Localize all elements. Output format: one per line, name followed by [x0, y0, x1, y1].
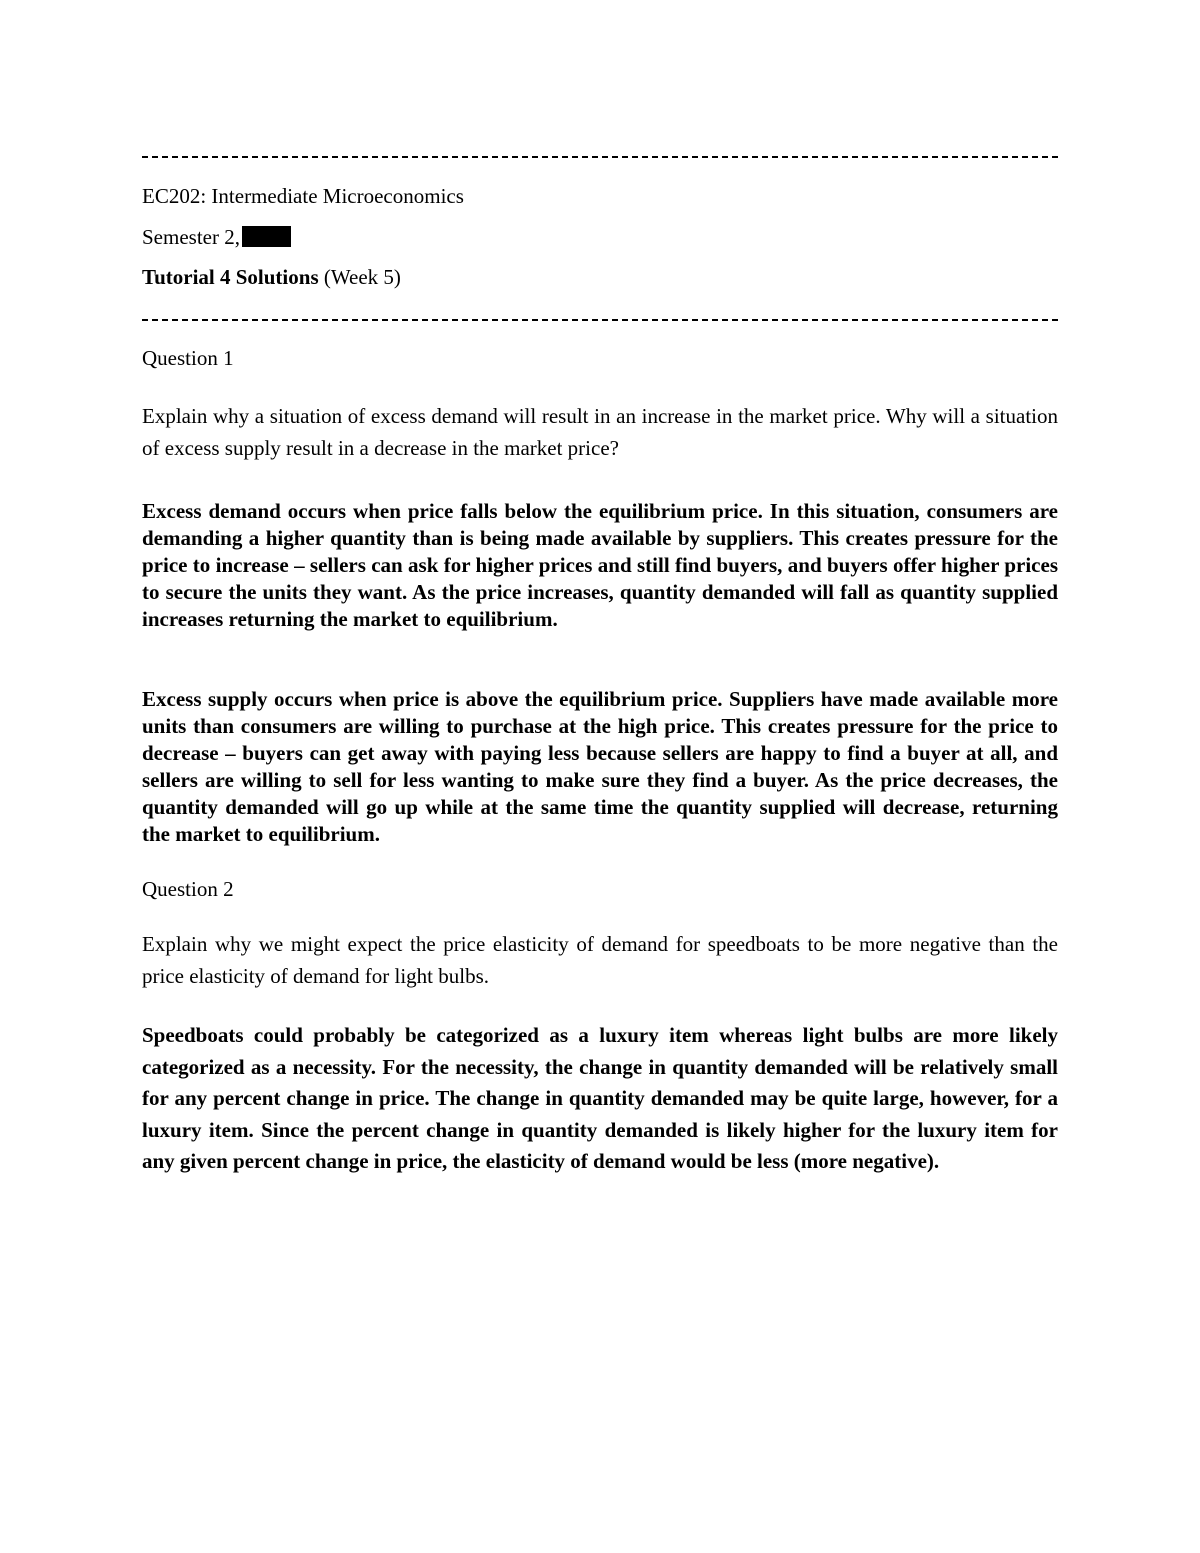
question2-heading: Question 2: [142, 877, 234, 901]
dashed-divider-top: [142, 156, 1058, 158]
dashed-divider-bottom: [142, 319, 1058, 321]
question2-prompt: Explain why we might expect the price elasticity of demand for speedboats to be more negative than the price elasticity of demand for light bulbs.: [142, 932, 1058, 988]
semester-label: Semester 2,: [142, 225, 240, 249]
tutorial-title: [142, 264, 401, 291]
tutorial-week: (Week 5): [318, 265, 401, 289]
semester-line: [142, 224, 291, 251]
question1-answer-demand: Excess demand occurs when price falls below the equilibrium price. In this situation, consumers are demanding a higher quantity than is being made available by suppliers. This creates pressure for the price to increase – sellers can ask for higher prices and still find buyers, and buyers offer higher prices to secure the units they want. As the price increases, quantity demanded will fall as quantity supplied increases returning the market to equilibrium.: [142, 499, 1058, 631]
question1-heading: Question 1: [142, 346, 234, 370]
redacted-year: [242, 226, 291, 247]
tutorial-title-bold: Tutorial 4 Solutions: [142, 265, 319, 289]
course-title: EC202: Intermediate Microeconomics: [142, 184, 464, 208]
question2-answer: Speedboats could probably be categorized as a luxury item whereas light bulbs are more likely categorized as a necessity. For the necessity, the change in quantity demanded will be relatively small for any percent change in price. The change in quantity demanded may be quite large, however, for a luxury item. Since the percent change in quantity demanded is likely higher for the luxury item for any given percent change in price, the elasticity of demand would be less (more negative).: [142, 1023, 1058, 1173]
question1-prompt: Explain why a situation of excess demand will result in an increase in the market price. Why will a situation of excess supply result in a decrease in the market price?: [142, 404, 1058, 460]
question1-answer-supply: Excess supply occurs when price is above the equilibrium price. Suppliers have made available more units than consumers are willing to purchase at the high price. This creates pressure for the price to decrease – buyers can get away with paying less because sellers are happy to find a buyer at all, and sellers are willing to sell for less wanting to make sure they find a buyer. As the price decreases, the quantity demanded will go up while at the same time the quantity supplied will decrease, returning the market to equilibrium.: [142, 687, 1058, 846]
